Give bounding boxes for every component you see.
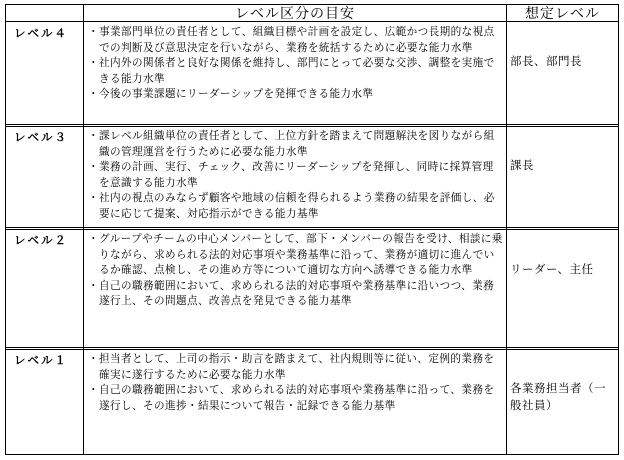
guideline-text: 課レベル組織単位の責任者として、上位方針を踏まえて問題解決を図りながら組織の管理運営を行うために必要な能力水準 bbox=[99, 130, 495, 158]
row-divider-6 bbox=[5, 349, 619, 350]
bullet-mark: ・ bbox=[88, 384, 99, 396]
guideline-text: 社内の視点のみならず顧客や地域の信頼を得られるよう業務の結果を評価し、必要に応じて提案、対応指示ができる能力基準 bbox=[99, 192, 495, 220]
row-divider-2 bbox=[5, 126, 619, 127]
guideline-item bbox=[86, 160, 504, 191]
level-label-1: レベル１ bbox=[14, 353, 68, 367]
row-divider-4 bbox=[5, 229, 619, 230]
level-label-3: レベル３ bbox=[14, 130, 68, 144]
row-divider-5 bbox=[5, 347, 619, 348]
guideline-item bbox=[86, 87, 504, 103]
guideline-item bbox=[86, 191, 504, 222]
position-1: 各業務担当者（一般社員） bbox=[510, 381, 606, 412]
guideline-text: 自己の職務範囲において、求められる法的対応事項や業務基準に沿って、業務を遂行し、その進捗・結果について報告・記録できる能力基準 bbox=[99, 384, 495, 412]
guideline-item bbox=[86, 129, 504, 160]
bullet-mark: ・ bbox=[88, 57, 99, 69]
guideline-item bbox=[86, 56, 504, 87]
guideline-item bbox=[86, 279, 504, 310]
bullet-mark: ・ bbox=[88, 353, 99, 365]
guideline-list-4 bbox=[86, 25, 504, 103]
bullet-mark: ・ bbox=[88, 279, 99, 292]
header-level bbox=[6, 4, 83, 24]
bullet-mark: ・ bbox=[88, 192, 99, 204]
guideline-text: グループやチームの中心メンバーとして、部下・メンバーの報告を受け、相談に乗りながら、求められる法的対応事項や業務基準に沿って、業務が適切に進んでいるか確認、点検し、その進め方等について適切な方向へ誘導できる能力水準 bbox=[99, 233, 503, 276]
table-border-bottom bbox=[5, 454, 619, 455]
guideline-item bbox=[86, 383, 504, 414]
guideline-item bbox=[86, 232, 504, 279]
bullet-mark: ・ bbox=[88, 233, 99, 245]
bullet-mark: ・ bbox=[88, 26, 99, 38]
guideline-text: 自己の職務範囲において、求められる法的対応事項や業務基準に沿いつつ、業務遂行上、その問題点、改善点を発見できる能力基準 bbox=[99, 279, 495, 307]
guideline-text: 業務の計画、実行、チェック、改善にリーダーシップを発揮し、同時に採算管理を意識する能力水準 bbox=[99, 161, 494, 189]
level-label-4: レベル４ bbox=[14, 26, 68, 40]
row-divider-1 bbox=[5, 124, 619, 125]
bullet-mark: ・ bbox=[88, 130, 99, 142]
position-2: リーダー、主任 bbox=[510, 262, 594, 276]
bullet-mark: ・ bbox=[88, 161, 99, 173]
header-position: 想定レベル bbox=[525, 6, 600, 22]
bullet-mark: ・ bbox=[88, 88, 99, 100]
guideline-item bbox=[86, 25, 504, 56]
guideline-text: 担当者として、上司の指示・助言を踏まえて、社内規則等に従い、定例的業務を確実に遂行するために必要な能力水準 bbox=[99, 353, 495, 381]
row-divider-3 bbox=[5, 227, 619, 228]
guideline-list-3 bbox=[86, 129, 504, 222]
guideline-list-2 bbox=[86, 232, 504, 310]
position-4: 部長、部門長 bbox=[510, 54, 582, 68]
guideline-text: 今後の事業課題にリーダーシップを発揮できる能力水準 bbox=[99, 88, 374, 100]
guideline-text: 社内外の関係者と良好な関係を維持し、部門にとって必要な交渉、調整を実施できる能力水準 bbox=[99, 57, 495, 85]
guideline-text: 事業部門単位の責任者として、組織目標や計画を設定し、広範かつ長期的な視点での判断及び意思決定を行いながら、業務を統括するために必要な能力水準 bbox=[99, 26, 495, 54]
level-label-2: レベル２ bbox=[14, 233, 68, 247]
header-guideline: レベル区分の目安 bbox=[235, 6, 355, 22]
guideline-item bbox=[86, 352, 504, 383]
guideline-list-1 bbox=[86, 352, 504, 414]
position-3: 課長 bbox=[510, 158, 534, 172]
